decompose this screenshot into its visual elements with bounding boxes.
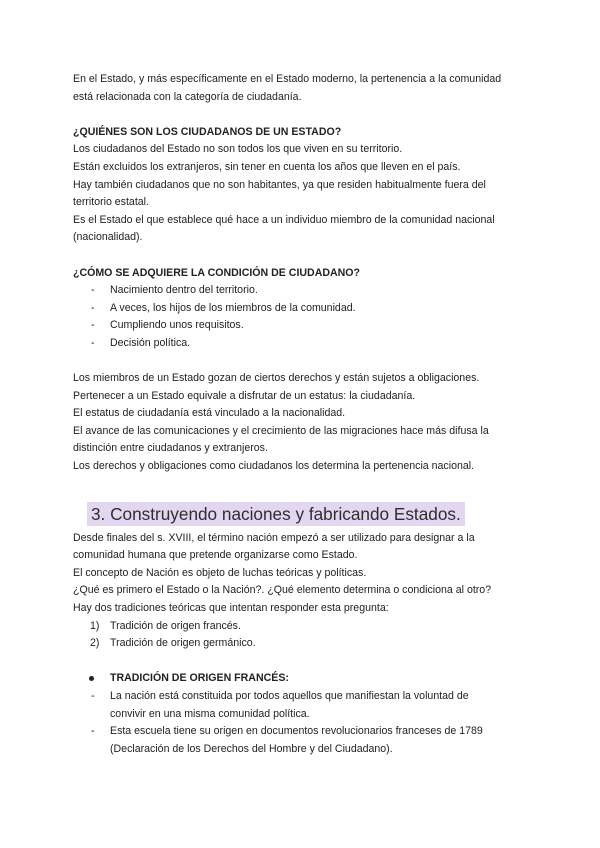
- french-tradition-heading: TRADICIÓN DE ORIGEN FRANCÉS:: [73, 670, 533, 688]
- text-line: (nacionalidad).: [73, 231, 143, 244]
- text-line: El avance de las comunicaciones y el crecimiento de las migraciones hace más difusa la: [73, 424, 489, 437]
- text-line: Hay dos tradiciones teóricas que intentan responder esta pregunta:: [73, 602, 389, 615]
- list-item: - Nacimiento dentro del territorio.: [73, 282, 533, 300]
- list-item-continuation: convivir en una misma comunidad política.: [110, 707, 310, 720]
- list-item: - A veces, los hijos de los miembros de la comunidad.: [73, 300, 533, 318]
- dash-marker: -: [91, 690, 95, 702]
- dash-marker: -: [91, 284, 95, 297]
- list-item: 2) Tradición de origen germánico.: [90, 637, 256, 650]
- text-line: distinción entre ciudadanos y extranjeros.: [73, 442, 268, 455]
- section-title: 3. Construyendo naciones y fabricando Estados.: [87, 502, 465, 526]
- text-line: Los derechos y obligaciones como ciudadanos los determina la pertenencia nacional.: [73, 460, 475, 473]
- list-item: 1) Tradición de origen francés.: [90, 619, 241, 632]
- text-line: El estatus de ciudadanía está vinculado a la nacionalidad.: [73, 407, 346, 420]
- list-item: - La nación está constituida por todos aquellos que manifiestan la voluntad de: [73, 688, 533, 706]
- bullet-icon: [89, 676, 94, 681]
- text-line: Desde finales del s. XVIII, el término nación empezó a ser utilizado para designar a la: [73, 531, 475, 544]
- heading-who-are-citizens: ¿QUIÉNES SON LOS CIUDADANOS DE UN ESTADO?: [73, 125, 342, 138]
- text-line: territorio estatal.: [73, 196, 149, 209]
- text-line: Están excluidos los extranjeros, sin tener en cuenta los años que lleven en el país.: [73, 160, 461, 173]
- text-line: Los ciudadanos del Estado no son todos los que viven en su territorio.: [73, 143, 403, 156]
- acquisition-list: [73, 282, 533, 352]
- text-line: ¿Qué es primero el Estado o la Nación?. ¿Qué elemento determina o condiciona al otro?: [73, 584, 492, 597]
- intro-line: En el Estado, y más específicamente en el Estado moderno, la pertenencia a la comunidad: [73, 73, 502, 85]
- dash-marker: -: [91, 319, 95, 332]
- dash-marker: -: [91, 725, 95, 738]
- heading-how-acquire-citizenship: ¿CÓMO SE ADQUIERE LA CONDICIÓN DE CIUDADANO?: [73, 266, 361, 279]
- intro-line: está relacionada con la categoría de ciudadanía.: [73, 90, 302, 103]
- text-line: Hay también ciudadanos que no son habitantes, ya que residen habitualmente fuera del: [73, 178, 486, 191]
- list-item-continuation: (Declaración de los Derechos del Hombre y del Ciudadano).: [110, 742, 393, 755]
- list-item: - Cumpliendo unos requisitos.: [73, 317, 533, 335]
- french-tradition-list: [73, 688, 533, 758]
- document-page: [73, 71, 533, 758]
- traditions-list: [73, 618, 533, 653]
- list-item: - Decisión política.: [73, 335, 533, 353]
- text-line: Los miembros de un Estado gozan de ciertos derechos y están sujetos a obligaciones.: [73, 372, 480, 385]
- text-line: Pertenecer a un Estado equivale a disfrutar de un estatus: la ciudadanía.: [73, 389, 416, 402]
- text-line: comunidad humana que pretende organizarse como Estado.: [73, 549, 358, 562]
- text-line: Es el Estado el que establece qué hace a un individuo miembro de la comunidad nacional: [73, 213, 495, 226]
- text-line: El concepto de Nación es objeto de luchas teóricas y políticas.: [73, 566, 367, 579]
- dash-marker: -: [91, 336, 95, 349]
- dash-marker: -: [91, 301, 95, 314]
- list-item: - Esta escuela tiene su origen en documentos revolucionarios franceses de 1789: [73, 723, 533, 741]
